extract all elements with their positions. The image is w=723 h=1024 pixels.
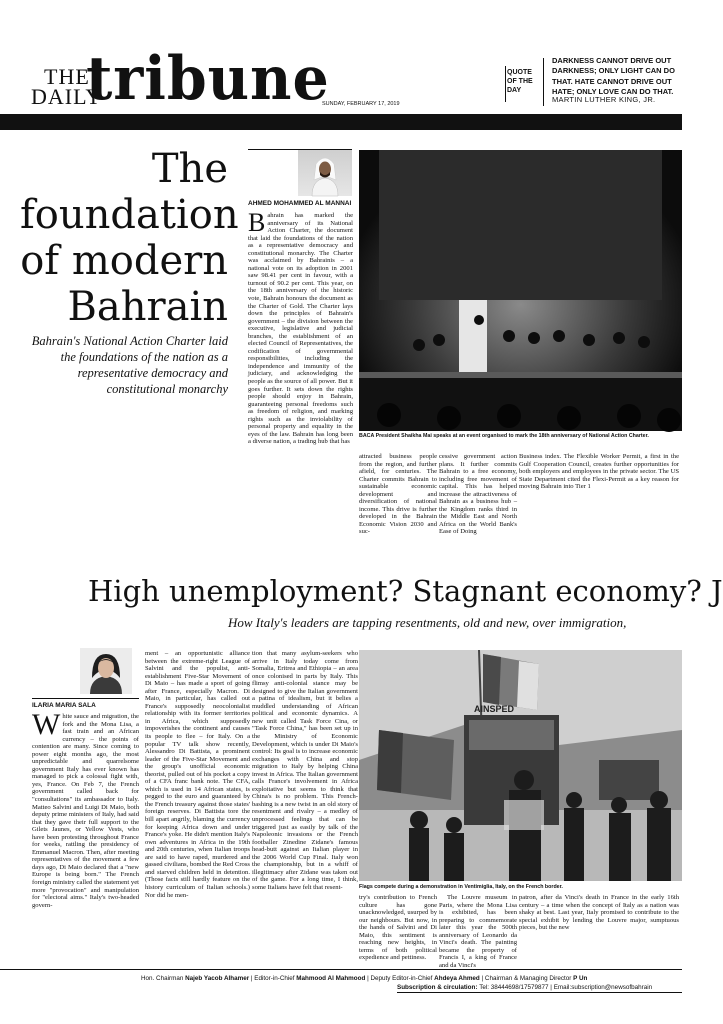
second-deck: How Italy's leaders are tapping resentments, old and new, over immigration, (228, 615, 627, 630)
author-photo-ahmed (298, 150, 352, 196)
second-byline: ILARIA MARIA SALA (32, 702, 96, 709)
second-article-col4: try's contribution to French culture has gone unacknowledged, usurped by our neighbours. But now, in the hands of Salvini and Di Maio, this sentiment is reaching new heights, in terms of both political expedience and pettiness. (359, 894, 437, 962)
second-byline-rule (32, 698, 139, 699)
lead-dropcap: B (248, 208, 266, 237)
second-photo-demonstration (359, 650, 682, 881)
masthead-bar (0, 114, 682, 130)
quote-of-the-day: DARKNESS CANNOT DRIVE OUT DARKNESS; ONLY LIGHT CAN DO THAT. HATE CANNOT DRIVE OUT HATE; ONLY LOVE CAN DO THAT. (552, 56, 675, 97)
lead-article-col2: attracted business people from the region, and further afield, for centuries. The Charter commits Bahrain to sustainable economic development and diversification of national income. This drive is further developed in the Bahrain Economic Vision 2030 and suc- (359, 453, 437, 536)
quote-divider (543, 58, 544, 106)
second-article-col2: ment – an opportunistic alliance between the extreme-right League of Salvini and the populist, anti-establishment Five-Star Movement of Di Maio – has made a sport of going after France, especially Macron. Di Maio, in particular, has called out France's supposedly neocolonialist relationship with its former territories in Africa, which supposedly impoverishes the continent and causes its people to flee – for Italy. On a popular TV talk show recently, Alessandro Di Battista, a prominent leader of the Five-Star Movement and the group's unofficial economic theorist, pulled out of his pocket a copy of a CFA franc bank note. The CFA, which is used in 14 African states, is pegged to the euro and guaranteed by the French treasury against those states' foreign reserves. Di Battista tore the bill apart angrily, blaming the currency for keeping Africa down and under France's yoke. He didn't mention Italy's own adventures in Africa in the 19th and 20th centuries, when Italian troops are said to have raped, murdered and gassed civilians, bombed the Red Cross and starved children held in detention. (Those facts still hardly feature on the history curriculum of Italian schools.) Nor did he men- (145, 650, 250, 899)
footer-staff-line: Hon. Chairman Najeb Yacob Alhamer | Editor-in-Chief Mahmood Al Mahmood | Deputy Editor-in-Chief Ahdeya Ahmed | Chairman & Managing Director P Un (141, 975, 588, 982)
second-photo-caption: Flags compete during a demonstration in Ventimiglia, Italy, on the French border. (359, 884, 563, 890)
second-article-col6: patron, after da Vinci's death in France in the early 16th century – a time when the concept of Italy as a nation was shaky at best. Last year, Italy promised to contribute to the special exhibit by lending the Louvre major, sumptuous pieces, but the new (519, 894, 679, 932)
quote-divider-left (505, 66, 506, 102)
lead-headline: The foundation of modern Bahrain (20, 146, 239, 330)
second-article-col5: The Louvre museum in Paris, where the Mona Lisa is exhibited, has been preparing to commemorate later this year the 500th anniversary of Leonardo da Vinci's death. The painting became the property of Francis I, a king of France and da Vinci's (439, 894, 517, 969)
second-dropcap: W (32, 708, 61, 741)
quote-label: QUOTE OF THE DAY (507, 69, 533, 94)
lead-photo-caption: BACA President Shaikha Mai speaks at an event organised to mark the 18th anniversary of National Action Charter. (359, 433, 649, 439)
lead-article-col3: cessive government action plans. It further commits Bahrain to a free economy, including free movement of capital. This has helped increase the attractiveness of Bahrain as a business hub – the Kingdom ranks third in the Middle East and North Africa on the World Bank's Ease of Doing (439, 453, 517, 536)
footer-rule (0, 969, 682, 970)
second-headline: High unemployment? Stagnant economy? J (88, 574, 723, 608)
masthead-date: SUNDAY, FEBRUARY 17, 2019 (322, 101, 400, 107)
lead-deck: Bahrain's National Action Charter laid the foundations of the nation as a representative democracy and constitutional monarchy (31, 334, 228, 396)
masthead-the: THE (44, 64, 90, 89)
masthead-daily: DAILY (31, 84, 103, 109)
author-photo-ilaria (80, 648, 132, 694)
lead-article-col1: Bahrain has marked the anniversary of its National Action Charter, the document that laid the foundations of the nation as a representative democracy and constitutional monarchy. The Charter was acclaimed by Bahrainis – a national vote on its adoption in 2001 saw 98.41 per cent in favour, with a turnout of 90.2 per cent. This year, on the 18th anniversary of the historic vote, Bahrain honours the document as the Charter of Gold. The Charter lays down the principles of Bahrain's government – the division between the executive, legislative and judicial branches, the establishment of an elected Council of Representatives, the codification of governmental responsibilities, including the independence and immunity of the judiciary, and acknowledging the people as the source of all power. But it goes further. It sets down the rights people should enjoy in Bahrain, guaranteeing personal freedoms such as freedom of religion, and marking rights such as the inviolability of personal property and equality in the eyes of the law. Bahrain has long been a diverse nation, a trading hub that has (248, 208, 353, 446)
truck-lettering: AINSPED (474, 704, 515, 714)
quote-author: MARTIN LUTHER KING, JR. (552, 95, 656, 104)
lead-byline: AHMED MOHAMMED AL MANNAI (248, 200, 352, 207)
footer-underline (397, 992, 682, 993)
lead-photo-concert (359, 150, 682, 431)
masthead-logo: tribune (86, 44, 330, 114)
lead-article-col4: Business index. The Flexible Worker Permit, a first in the Gulf Cooperation Council, creates further opportunities for both employers and employees in the private sector. The US State Department cited the Flexi-Permit as a key reason for moving Bahrain into Tier 1 (519, 453, 679, 491)
second-article-col1: White sauce and migration, the fork and the Mona Lisa, a fast train and an African currency – the points of contention are many. Since coming to power eight months ago, the most unpredictable and quarrelsome government Italy has ever known has managed to pick a colossal fight with, yes, France. On Feb 7, the French government called back for "consultations" its ambassador to Italy. Matteo Salvini and Luigi Di Maio, both deputy prime ministers of Italy, had said that they gave their full support to the Gilets Jaunes, or Yellow Vests, who have been protesting throughout France for weeks, rattling the presidency of Emmanuel Macron. Then, after meeting representatives of the movement a few days ago, Di Maio declared that a "new Europe is being born." The French foreign ministry called the statement yet more "provocation" and manipulation for "electoral aims." Italy's two-headed govern- (32, 708, 139, 909)
second-article-col3: tion that many asylum-seekers who arrive in Italy today come from Somalia, Eritrea and Ethiopia – an area once colonised in parts by Italy. This flimsy anti-colonial stance may be designed to give the Italian government a patina of idealism, but it belies a muddled understanding of African political and economic dynamics. A new unit called Task Force Cina, or "Task Force China," has been set up in the Ministry of Economic Development, which is under Di Maio's control: Its goal is to increase economic exchanges with China and stop migration to Italy by helping China invest in Africa. The Italian government calls France's involvement in Africa exploitative but seems to think that China's is no problem. This French-bashing is a new twist in an old story of resentment and rivalry – a medley of unprocessed feelings that can be triggered just as easily by talk of the Napoleonic invasions or the French footballer Zinedine Zidane's famous head-butt against an Italian player in the 2006 World Cup Final. Italy won the championship, but in a whiff of illegitimacy after Zidane was taken out of the game. For a long time, I think, some Italians have felt that resent- (252, 650, 358, 891)
footer-subscription-line: Subscription & circulation: Tel: 38444698/17579877 | Email:subscription@newsofbahrain (397, 984, 653, 991)
